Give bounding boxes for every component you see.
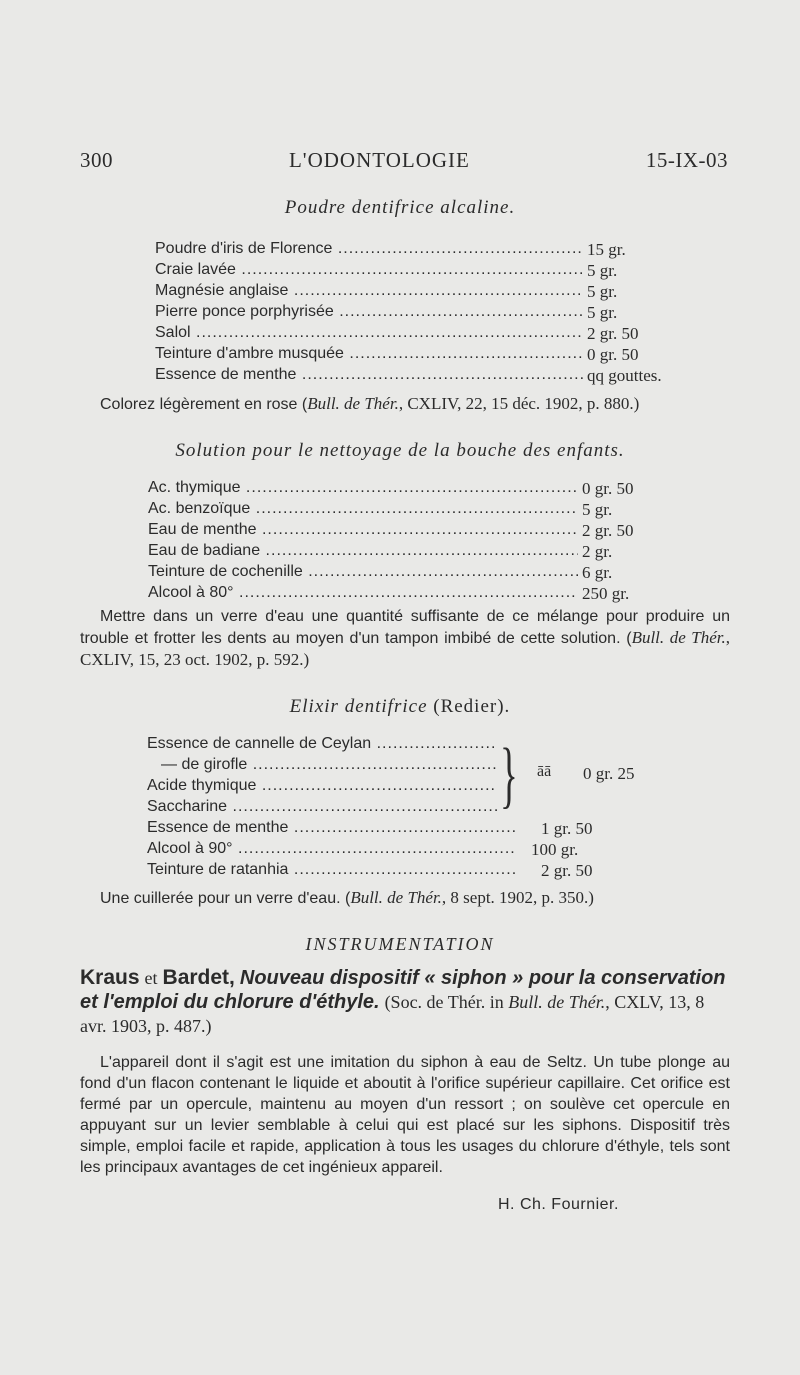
recipe-row — [155, 240, 675, 261]
ingredient-qty: qq gouttes. — [583, 366, 662, 386]
ingredient-name: Teinture de ratanhia ..... — [147, 861, 517, 879]
ingredient-qty: 5 gr. — [583, 282, 617, 302]
ingredient-qty: 250 gr. — [578, 584, 629, 604]
recipe-row — [155, 261, 675, 282]
ingredient-qty: 2 gr. 50 — [583, 324, 638, 344]
ingredient-name: Ac. thymique ..... — [148, 479, 578, 497]
ingredient-qty: 2 gr. 50 — [537, 861, 592, 881]
recipe-row — [155, 303, 675, 324]
brace-label: āā — [537, 763, 552, 780]
poudre-title: Poudre dentifrice alcaline. — [284, 197, 516, 218]
article-body: L'appareil dont il s'agit est une imitation du siphon à eau de Seltz. Un tube plonge au fond d'un flacon contenant le liquide et aboutit à l'orifice supérieur capillaire. Cet orifice est fermé par un opercule, maintenu au moyen d'un ressort ; on soulève cet opercule en appuyant sur un levier semblable à celui qui est placé sur les siphons. Dispositif très simple, emploi facile et rapide, application à tous les usages du chlorure d'éthyle, tels sont les principaux avantages de cet ingénieux appareil. — [80, 1054, 730, 1176]
ingredient-qty: 5 gr. — [583, 303, 617, 323]
recipe-row — [148, 542, 678, 563]
solution-recipe — [148, 479, 678, 605]
recipe-row — [155, 345, 675, 366]
running-title: L'ODONTOLOGIE — [288, 148, 470, 172]
elixir-note: Une cuillerée pour un verre d'eau. (Bull. de Thér., 8 sept. 1902, p. 350.) — [100, 888, 594, 907]
ingredient-name: Eau de menthe ..... — [148, 521, 578, 539]
recipe-row — [155, 282, 675, 303]
ingredient-qty: 100 gr. — [527, 840, 578, 860]
signature: H. Ch. Fournier. — [498, 1196, 619, 1213]
ingredient-name: Poudre d'iris de Florence ..... — [155, 240, 583, 258]
ingredient-name: Saccharine ..... — [147, 798, 497, 816]
ingredient-name: Essence de cannelle de Ceylan ..... — [147, 735, 497, 753]
ingredient-name: Alcool à 80° ..... — [148, 584, 578, 602]
elixir-recipe — [147, 735, 667, 882]
ingredient-qty: 2 gr. 50 — [578, 521, 633, 541]
recipe-row — [155, 366, 675, 387]
instrumentation-heading: INSTRUMENTATION — [305, 934, 495, 954]
ingredient-name: Essence de menthe ..... — [147, 819, 517, 837]
ingredient-qty: 5 gr. — [583, 261, 617, 281]
ingredient-qty: 0 gr. 50 — [583, 345, 638, 365]
solution-title: Solution pour le nettoyage de la bouche des enfants. — [175, 440, 625, 461]
poudre-recipe — [155, 240, 675, 387]
ingredient-name: Teinture d'ambre musquée ..... — [155, 345, 583, 363]
recipe-row — [147, 840, 667, 861]
recipe-row — [148, 563, 678, 584]
recipe-row — [148, 479, 678, 500]
recipe-row — [148, 584, 678, 605]
recipe-row — [147, 735, 667, 756]
ingredient-name: Pierre ponce porphyrisée ..... — [155, 303, 583, 321]
ingredient-name: Acide thymique ..... — [147, 777, 497, 795]
ingredient-qty: 0 gr. 50 — [578, 479, 633, 499]
page-number: 300 — [80, 148, 113, 172]
ingredient-name: Salol ..... — [155, 324, 583, 342]
ingredient-name: Craie lavée ..... — [155, 261, 583, 279]
ingredient-qty: 1 gr. 50 — [537, 819, 592, 839]
ingredient-name: Eau de badiane ..... — [148, 542, 578, 560]
ingredient-qty: 6 gr. — [578, 563, 612, 583]
recipe-row — [147, 861, 667, 882]
issue-date: 15-IX-03 — [645, 148, 728, 172]
ingredient-name: — de girofle ..... — [147, 756, 497, 774]
recipe-row — [155, 324, 675, 345]
elixir-title: Elixir dentifrice (Redier). — [289, 696, 511, 717]
article-heading: Kraus et Bardet, Nouveau dispositif « siphon » pour la conservation et l'emploi du chlorure d'éthyle. (Soc. de Thér. in Bull. de Thér., CXLV, 13, 8 avr. 1903, p. 487.) — [80, 966, 726, 1036]
ingredient-qty: 5 gr. — [578, 500, 612, 520]
ingredient-qty: 15 gr. — [583, 240, 626, 260]
page-header — [80, 148, 728, 173]
brace-qty: 0 gr. 25 — [583, 764, 635, 783]
ingredient-name: Teinture de cochenille ..... — [148, 563, 578, 581]
poudre-note: Colorez légèrement en rose (Bull. de Thér., CXLIV, 22, 15 déc. 1902, p. 880.) — [100, 394, 640, 413]
ingredient-qty: 2 gr. — [578, 542, 612, 562]
ingredient-name: Alcool à 90° ..... — [147, 840, 517, 858]
recipe-row — [147, 819, 667, 840]
recipe-row — [148, 521, 678, 542]
ingredient-name: Ac. benzoïque ..... — [148, 500, 578, 518]
solution-note: Mettre dans un verre d'eau une quantité suffisante de ce mélange pour produire un trouble et frotter les dents au moyen d'un tampon imbibé de cette solution. (Bull. de Thér., CXLIV, 15, 23 oct. 1902, p. 592.) — [80, 608, 730, 669]
ingredient-name: Magnésie anglaise ..... — [155, 282, 583, 300]
ingredient-name: Essence de menthe ..... — [155, 366, 583, 384]
recipe-row — [148, 500, 678, 521]
brace-icon: } — [500, 734, 518, 816]
recipe-row — [147, 798, 667, 819]
